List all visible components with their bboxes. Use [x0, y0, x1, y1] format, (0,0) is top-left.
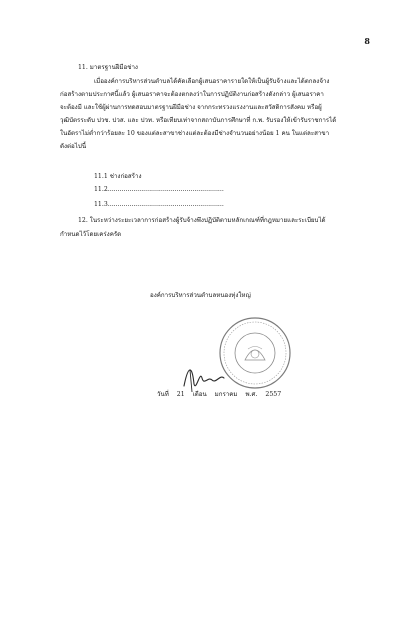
- paragraph-line: จะต้องมี และใช้ผู้ผ่านการทดสอบมาตรฐานฝีมือช่าง จากกระทรวงแรงงานและสวัสดิการสังคม หรือผู้: [60, 104, 322, 111]
- section-12-line: กำหนดไว้โดยเคร่งครัด: [60, 231, 122, 238]
- paragraph-line: ในอัตราไม่ต่ำกว่าร้อยละ 10 ของแต่ละสาขาช่างแต่ละต้องมีช่างจำนวนอย่างน้อย 1 คน ในแต่ละสาขา: [60, 130, 330, 137]
- organization-name: องค์การบริหารส่วนตำบลหนองทุ่งใหญ่: [150, 292, 251, 299]
- date-year: 2557: [265, 391, 282, 398]
- date-line: [157, 389, 287, 399]
- paragraph-line: ดังต่อไปนี้: [60, 143, 87, 150]
- section-11-heading: 11. มาตรฐานฝีมือช่าง: [78, 64, 138, 71]
- paragraph-line: ก่อสร้างตามประกาศนี้แล้ว ผู้เสนอราคาจะต้องตกลงว่าในการปฏิบัติงานก่อสร้างดังกล่าว ผู้เสนอราคา: [60, 91, 324, 98]
- paragraph-line: เมื่อองค์การบริหารส่วนตำบลได้คัดเลือกผู้เสนอราคารายใดให้เป็นผู้รับจ้างและได้ตกลงจ้าง: [94, 78, 330, 85]
- paragraph-line: วุฒิบัตรระดับ ปวช. ปวส. และ ปวท. หรือเทียบเท่าจากสถาบันการศึกษาที่ ก.พ. รับรองให้เข้ารับราชการได้: [60, 117, 337, 124]
- date-day: 21: [176, 391, 185, 398]
- date-month-label: เดือน: [192, 391, 207, 398]
- list-item: 11.1 ช่างก่อสร้าง: [94, 173, 142, 180]
- page-number: 8: [364, 36, 370, 46]
- list-item: 11.3...........................................................: [94, 201, 224, 208]
- list-item: 11.2...........................................................: [94, 186, 224, 193]
- section-12-line: 12. ในระหว่างระยะเวลาการก่อสร้างผู้รับจ้างพึงปฏิบัติตามหลักเกณฑ์ที่กฎหมายและระเบียบได้: [78, 217, 326, 224]
- section-11-paragraph: [60, 78, 356, 156]
- date-month: มกราคม: [214, 391, 238, 398]
- date-label: วันที่: [157, 391, 169, 398]
- date-year-label: พ.ศ.: [245, 391, 258, 398]
